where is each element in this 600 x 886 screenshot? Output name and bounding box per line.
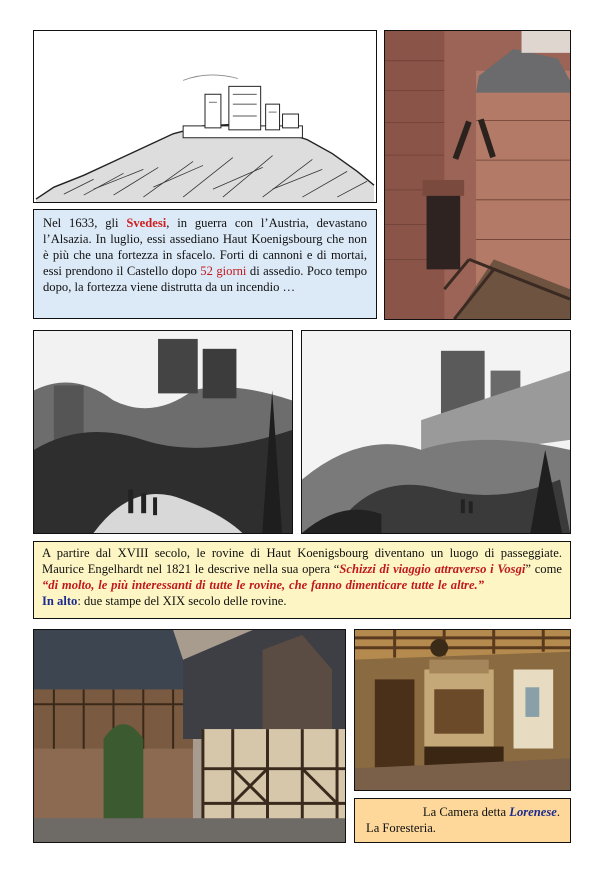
ruins-engraving-left [33, 330, 293, 534]
box1-text-3: di assedio. Poco tempo dopo, la fortezza viene distrutta da un incendio … [43, 264, 368, 294]
ruins-engraving-right [301, 330, 571, 534]
castle-gate-photo [384, 30, 571, 320]
text-box-svedesi [33, 209, 377, 319]
box2-text-1: A partire dal XVIII secolo, le rovine di Haut Koenigsbourg diventano un luogo di passeggiate. Maurice Engelhardt nel 1821 le descrive nella sua opera “ [42, 546, 562, 576]
box1-text-2: , in guerra con l’Austria, devastano l’Alsazia. In luglio, essi assediano Haut Koenigsbourg che non è più che una fortezza in sfacelo. Forti di cannoni e di mortai, essi prendono il Castello dopo [43, 216, 367, 278]
in-alto-label: In alto [42, 594, 78, 608]
caption-text-2: . [556, 805, 560, 819]
caption-text-1: La Camera detta [422, 805, 510, 819]
caption-box-rooms [354, 798, 571, 843]
courtyard-photo [33, 629, 346, 843]
caption-line-2: La Foresteria. [366, 821, 436, 835]
lorraine-room-photo [354, 629, 571, 791]
box2-text-3: : due stampe del XIX secolo delle rovine. [77, 594, 287, 608]
castle-hill-engraving [33, 30, 377, 203]
box1-text-1: Nel 1633, gli [43, 216, 127, 230]
giorni-word: 52 giorni [200, 264, 247, 278]
engelhardt-quote: “di molto, le più interessanti di tutte le rovine, che fanno dimenticare tutte le altre.” [42, 578, 484, 592]
opera-title: Schizzi di viaggio attraverso i Vosgi [339, 562, 526, 576]
box2-text-2: ” come [525, 562, 562, 576]
caption-line-1 [363, 804, 562, 820]
svedesi-word: Svedesi [126, 216, 167, 230]
lorenese-word: Lorenese [509, 805, 557, 819]
text-box-passeggiate [33, 541, 571, 619]
